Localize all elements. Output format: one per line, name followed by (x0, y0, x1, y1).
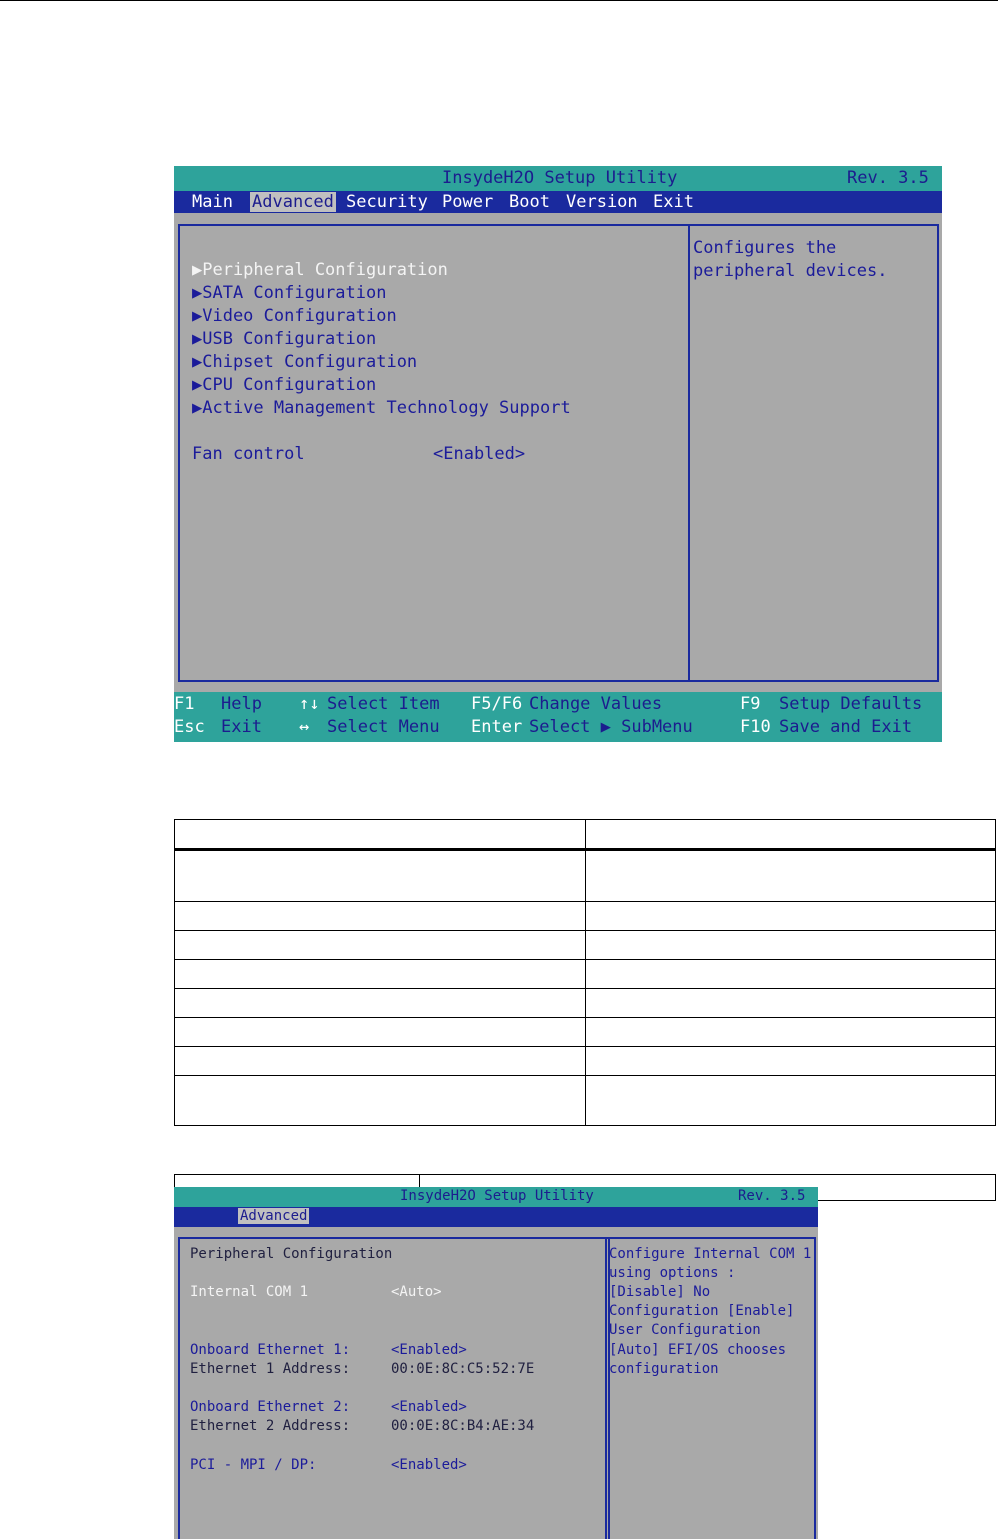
key-enter-desc: Select ▶ SubMenu (529, 717, 693, 737)
ethernet2-address-value: 00:0E:8C:B4:AE:34 (391, 1418, 535, 1434)
help-text-line-1: Configure Internal COM 1 (609, 1246, 812, 1262)
help-text-line-3: [Disable] No (609, 1284, 711, 1300)
section-heading: Peripheral Configuration (190, 1246, 393, 1262)
menu-boot[interactable]: Boot (509, 192, 550, 212)
table-header-row (175, 820, 996, 850)
table-cell (586, 850, 996, 902)
table-cell (586, 1018, 996, 1047)
help-text-line-1: Configures the (693, 238, 837, 258)
key-esc: Esc (174, 717, 205, 737)
help-text-line-2: peripheral devices. (693, 261, 888, 281)
pci-mpi-dp-label: PCI - MPI / DP: (190, 1457, 317, 1473)
table-row (175, 1018, 996, 1047)
key-f5-f6: F5/F6 (471, 694, 523, 714)
menu-exit[interactable]: Exit (653, 192, 694, 212)
help-text-line-2: using options : (609, 1265, 736, 1281)
utility-title: InsydeH2O Setup Utility (400, 1188, 594, 1204)
onboard-ethernet2-label: Onboard Ethernet 2: (190, 1399, 351, 1415)
submenu-cpu-configuration[interactable]: ▶CPU Configuration (192, 375, 377, 395)
table-cell (586, 1076, 996, 1126)
ethernet1-address-label: Ethernet 1 Address: (190, 1361, 351, 1377)
table-cell (586, 989, 996, 1018)
table-cell (175, 902, 586, 931)
ethernet2-address-label: Ethernet 2 Address: (190, 1418, 351, 1434)
key-f10-desc: Save and Exit (779, 717, 913, 737)
internal-com1-label: Internal COM 1 (190, 1284, 309, 1300)
submenu-sata-configuration[interactable]: ▶SATA Configuration (192, 283, 387, 303)
menu-bar (174, 1207, 818, 1227)
table-row (175, 960, 996, 989)
help-panel (605, 1237, 816, 1539)
menu-bar (174, 191, 942, 213)
help-text-line-5: User Configuration (609, 1322, 761, 1338)
table-cell (175, 820, 586, 850)
menu-version[interactable]: Version (566, 192, 638, 212)
key-left-right-desc: Select Menu (327, 717, 440, 737)
key-esc-desc: Exit (221, 717, 262, 737)
key-f10: F10 (740, 717, 771, 737)
menu-security[interactable]: Security (346, 192, 428, 212)
key-f9-desc: Setup Defaults (779, 694, 923, 714)
table-row (175, 1076, 996, 1126)
options-panel (178, 1237, 610, 1539)
menu-advanced[interactable]: Advanced (240, 1208, 308, 1224)
table-cell (175, 1047, 586, 1076)
title-bar (174, 166, 942, 191)
key-enter: Enter (471, 717, 523, 737)
onboard-ethernet1-value[interactable]: <Enabled> (391, 1342, 467, 1358)
utility-title: InsydeH2O Setup Utility (442, 168, 678, 188)
table-row (175, 850, 996, 902)
table-cell (175, 989, 586, 1018)
table-cell (586, 902, 996, 931)
help-text-line-4: Configuration [Enable] (609, 1303, 795, 1319)
key-f1: F1 (174, 694, 195, 714)
key-legend-footer (174, 692, 942, 742)
bios-advanced-screen (174, 166, 942, 742)
onboard-ethernet2-value[interactable]: <Enabled> (391, 1399, 467, 1415)
revision-label: Rev. 3.5 (738, 1188, 806, 1204)
key-up-down-desc: Select Item (327, 694, 440, 714)
parameter-table (174, 819, 996, 1126)
table-cell (586, 960, 996, 989)
onboard-ethernet1-label: Onboard Ethernet 1: (190, 1342, 351, 1358)
revision-label: Rev. 3.5 (847, 168, 929, 188)
key-f1-desc: Help (221, 694, 262, 714)
fan-control-label: Fan control (192, 444, 305, 464)
help-text-line-7: configuration (609, 1361, 719, 1377)
bios-peripheral-configuration-screen (174, 1187, 818, 1539)
pci-mpi-dp-value[interactable]: <Enabled> (391, 1457, 467, 1473)
submenu-chipset-configuration[interactable]: ▶Chipset Configuration (192, 352, 418, 372)
table-row (175, 989, 996, 1018)
table-cell (175, 1018, 586, 1047)
title-bar (174, 1187, 818, 1207)
table-cell (175, 1076, 586, 1126)
key-up-down: ↑↓ (299, 694, 320, 714)
table-row (175, 931, 996, 960)
table-cell (586, 931, 996, 960)
key-f9: F9 (740, 694, 761, 714)
key-f5-f6-desc: Change Values (529, 694, 663, 714)
table-row (175, 902, 996, 931)
submenu-amt-support[interactable]: ▶Active Management Technology Support (192, 398, 571, 418)
menu-advanced[interactable]: Advanced (252, 192, 334, 212)
table-cell (175, 931, 586, 960)
table-cell (586, 820, 996, 850)
table-row (175, 1047, 996, 1076)
table-cell (586, 1047, 996, 1076)
ethernet1-address-value: 00:0E:8C:C5:52:7E (391, 1361, 535, 1377)
page-top-rule (0, 0, 998, 1)
help-text-line-6: [Auto] EFI/OS chooses (609, 1342, 787, 1358)
submenu-peripheral-configuration[interactable]: ▶Peripheral Configuration (192, 260, 448, 280)
internal-com1-value[interactable]: <Auto> (391, 1284, 442, 1300)
menu-main[interactable]: Main (192, 192, 233, 212)
table-cell (175, 960, 586, 989)
help-panel (688, 224, 939, 682)
submenu-video-configuration[interactable]: ▶Video Configuration (192, 306, 397, 326)
submenu-usb-configuration[interactable]: ▶USB Configuration (192, 329, 377, 349)
fan-control-value[interactable]: <Enabled> (433, 444, 526, 464)
menu-power[interactable]: Power (442, 192, 494, 212)
table-cell (175, 850, 586, 902)
key-left-right: ↔ (299, 717, 310, 737)
